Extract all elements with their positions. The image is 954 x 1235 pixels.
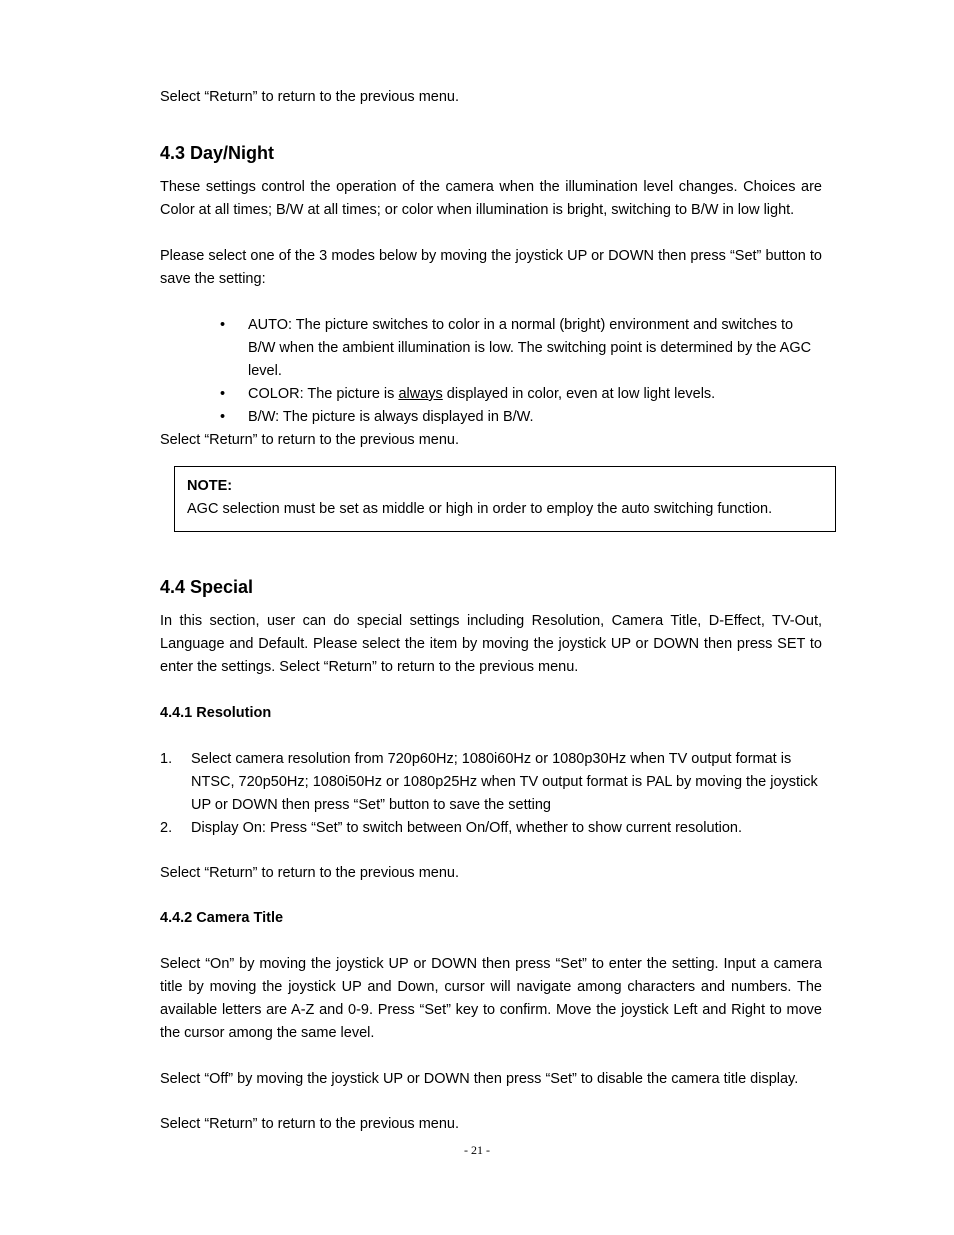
step-number: 2. bbox=[160, 820, 173, 836]
subsection-heading-resolution: 4.4.1 Resolution bbox=[160, 705, 272, 721]
bullet-icon: • bbox=[220, 317, 226, 333]
section-heading-day-night: 4.3 Day/Night bbox=[160, 143, 275, 163]
bullet-icon: • bbox=[220, 409, 226, 425]
list-item bbox=[220, 314, 822, 383]
note-title: NOTE: bbox=[187, 478, 233, 494]
mode-auto: AUTO: The picture switches to color in a normal (bright) environment and switches to B/W when the ambient illumination is low. The switching point is determined by the AGC level. bbox=[248, 317, 812, 379]
list-item bbox=[220, 383, 822, 406]
page-number: - 21 - bbox=[464, 1143, 490, 1157]
day-night-instruction: Please select one of the 3 modes below by moving the joystick UP or DOWN then press “Set” button to save the setting: bbox=[160, 248, 822, 287]
mode-bw: B/W: The picture is always displayed in B/W. bbox=[248, 409, 534, 425]
section-heading-special: 4.4 Special bbox=[160, 577, 254, 597]
list-item bbox=[160, 817, 822, 840]
note-box bbox=[174, 466, 836, 532]
return-instruction: Select “Return” to return to the previous menu. bbox=[160, 1116, 460, 1132]
camera-title-on-paragraph: Select “On” by moving the joystick UP or DOWN then press “Set” to enter the setting. Input a camera title by moving the joystick UP and Down, cursor will navigate among characters and numbers. The available letters are A-Z and 0-9. Press “Set” key to confirm. Move the joystick Left and Right to move the cursor among the same level. bbox=[160, 956, 822, 1041]
mode-color-emphasis: always bbox=[398, 386, 443, 402]
camera-title-off-paragraph: Select “Off” by moving the joystick UP or DOWN then press “Set” to disable the camera title display. bbox=[160, 1071, 799, 1087]
list-item bbox=[160, 748, 822, 817]
return-instruction: Select “Return” to return to the previous menu. bbox=[160, 865, 460, 881]
mode-list bbox=[220, 314, 822, 429]
mode-color-suffix: displayed in color, even at low light levels. bbox=[442, 386, 716, 402]
note-body: AGC selection must be set as middle or high in order to employ the auto switching function. bbox=[187, 501, 773, 517]
resolution-steps bbox=[160, 748, 822, 840]
bullet-icon: • bbox=[220, 386, 226, 402]
return-instruction: Select “Return” to return to the previous menu. bbox=[160, 432, 460, 448]
special-intro: In this section, user can do special settings including Resolution, Camera Title, D-Effect, TV-Out, Language and Default. Please select the item by moving the joystick UP or DOWN then press SET to enter the settings. Select “Return” to return to the previous menu. bbox=[160, 613, 822, 675]
mode-color-prefix: COLOR: The picture is bbox=[248, 386, 399, 402]
return-instruction: Select “Return” to return to the previous menu. bbox=[160, 89, 460, 105]
list-item bbox=[220, 406, 822, 429]
step-text: Display On: Press “Set” to switch between On/Off, whether to show current resolution. bbox=[191, 820, 742, 836]
day-night-intro: These settings control the operation of the camera when the illumination level changes. Choices are Color at all times; B/W at all times; or color when illumination is bright, switching to B/W in low light. bbox=[160, 179, 822, 218]
step-text: Select camera resolution from 720p60Hz; 1080i60Hz or 1080p30Hz when TV output format is NTSC, 720p50Hz; 1080i50Hz or 1080p25Hz when TV output format is PAL by moving the joystick UP or DOWN then press “Set” button to save the setting bbox=[191, 751, 818, 813]
step-number: 1. bbox=[160, 751, 173, 767]
subsection-heading-camera-title: 4.4.2 Camera Title bbox=[160, 910, 284, 926]
